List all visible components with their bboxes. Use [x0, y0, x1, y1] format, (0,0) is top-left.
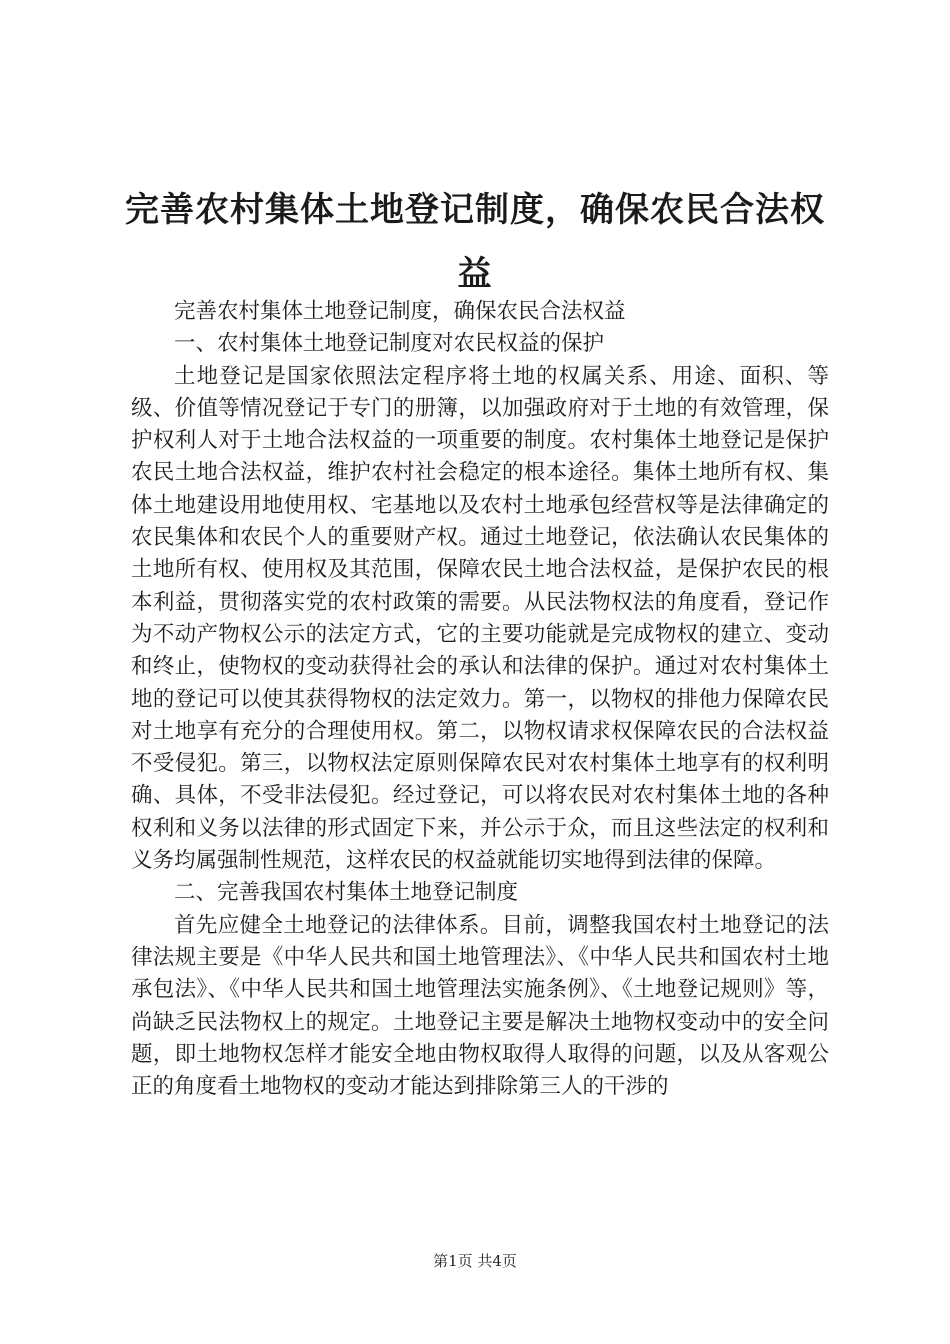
paragraph-subtitle: 完善农村集体土地登记制度，确保农民合法权益 [174, 299, 626, 324]
page-footer: 第1页 共4页 [433, 1252, 517, 1270]
paragraph-section-2: 首先应健全土地登记的法律体系。目前，调整我国农村土地登记的法律法规主要是《中华人民共和国土地管理法》、《中华人民共和国农村土地承包法》、《中华人民共和国土地管理法实施条例》、《土地登记规则》等，尚缺乏民法物权上的规定。土地登记主要是解决土地物权变动中的安全问题，即土地物权怎样才能安全地由物权取得人取得的问题，以及从客观公正的角度看土地物权的变动才能达到排除第三人的干涉的 [131, 912, 829, 1100]
section-heading-2: 二、完善我国农村集体土地登记制度 [174, 880, 519, 906]
section-heading-1: 一、农村集体土地登记制度对农民权益的保护 [174, 331, 605, 357]
document-body [131, 296, 829, 1103]
paragraph-section-1: 土地登记是国家依照法定程序将土地的权属关系、用途、面积、等级、价值等情况登记于专门的册簿，以加强政府对于土地的有效管理，保护权利人对于土地合法权益的一项重要的制度。农村集体土地登记是保护农民土地合法权益，维护农村社会稳定的根本途径。集体土地所有权、集体土地建设用地使用权、宅基地以及农村土地承包经营权等是法律确定的农民集体和农民个人的重要财产权。通过土地登记，依法确认农民集体的土地所有权、使用权及其范围，保障农民土地合法权益，是保护农民的根本利益，贯彻落实党的农村政策的需要。从民法物权法的角度看，登记作为不动产物权公示的法定方式，它的主要功能就是完成物权的建立、变动和终止，使物权的变动获得社会的承认和法律的保护。通过对农村集体土地的登记可以使其获得物权的法定效力。第一，以物权的排他力保障农民对土地享有充分的合理使用权。第二，以物权请求权保障农民的合法权益不受侵犯。第三，以物权法定原则保障农民对农村集体土地享有的权利明确、具体，不受非法侵犯。经过登记，可以将农民对农村集体土地的各种权利和义务以法律的形式固定下来，并公示于众，而且这些法定的权利和义务均属强制性规范，这样农民的权益就能切实地得到法律的保障。 [131, 363, 829, 874]
document-title: 完善农村集体土地登记制度，确保农民合法权益 [125, 190, 825, 294]
